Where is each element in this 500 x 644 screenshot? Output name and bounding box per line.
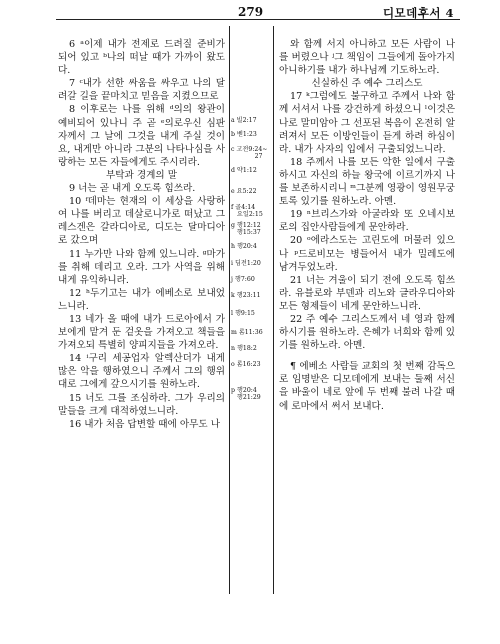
cross-reference: k 행23:11 bbox=[231, 292, 261, 299]
verse: 16 내가 처음 답변할 때에 아무도 나 bbox=[69, 418, 220, 430]
verse: 8 이후로는 나를 위해 ᵈ의의 왕관이 예비되어 있나니 주 곧 ᵉ의로우신 심판자께서 그 날에 그것을 내게 주실 것이요, 내게만 아니라 그분의 나타나심을 사랑하는 모든 자들에게도 주시리라. bbox=[58, 104, 225, 168]
column-divider-left bbox=[229, 26, 230, 594]
cross-reference: h 행20:4 bbox=[231, 243, 257, 250]
section-heading: 신실하신 주 예수 그리스도 bbox=[311, 78, 423, 90]
cross-reference: n 행18:2 bbox=[231, 345, 257, 352]
cross-reference: b 벧1:23 bbox=[231, 131, 257, 138]
verse: 와 함께 서지 아니하고 모든 사람이 나를 버렸으나 ʲ그 책임이 그들에게 돌아가지 아니하기를 내가 하나님께 기도하노라. bbox=[279, 39, 455, 77]
cross-reference: o 롬16:23 bbox=[231, 361, 261, 368]
left-text-column bbox=[58, 38, 225, 431]
verse: 11 누가만 나와 함께 있느니라. ᵍ마가를 취해 데리고 오라. 그가 사역을 위해 내게 유익하니라. bbox=[58, 248, 225, 286]
column-divider-right bbox=[273, 26, 274, 594]
cross-reference: f 골4:14 요일2:15 bbox=[231, 204, 263, 219]
cross-reference: i 딤전1:20 bbox=[231, 260, 261, 267]
section-heading: 부탁과 경계의 말 bbox=[106, 169, 177, 181]
verse: 6 ᵃ이제 내가 전제로 드려질 준비가 되어 있고 ᵇ나의 떠날 때가 가까이 왔도다. bbox=[58, 39, 225, 77]
verse: 18 주께서 나를 모든 악한 일에서 구출하시고 자신의 하늘 왕국에 이르기까지 나를 보존하시리니 ᵐ그분께 영광이 영원무궁토록 있기를 원하노라. 아멘. bbox=[279, 156, 455, 208]
verse: 20 ᵒ에라스도는 고린도에 머물러 있으나 ᵖ드로비모는 병들어서 내가 밀레도에 남겨두었노라. bbox=[279, 235, 455, 273]
cross-reference: d 약1:12 bbox=[231, 167, 257, 174]
cross-reference-column bbox=[231, 0, 271, 644]
verse: 13 네가 올 때에 내가 드로아에서 가보에게 맡겨 둔 겉옷을 가져오고 책들을 가져오되 특별히 양피지들을 가져오라. bbox=[58, 313, 225, 352]
cross-reference: g 행12:12 행15:37 bbox=[231, 222, 261, 237]
verse: 17 ᵏ그럼에도 불구하고 주께서 나와 함께 서셔서 나를 강건하게 하셨으니 ˡ이것은 나로 말미암아 그 선포된 복음이 온전히 알려져서 모든 이방인들이 듣게 하려 하심이라. 내가 사자의 입에서 구출되었느니라. bbox=[279, 91, 455, 155]
postscript-note: ¶ 에베소 사람들 교회의 첫 번째 감독으로 임명받은 디모데에게 보내는 둘째 서신을 바울이 네로 앞에 두 번째 불려 나갈 때에 로마에서 써서 보내다. bbox=[279, 361, 455, 412]
verse: 14 ⁱ구리 세공업자 알렉산더가 내게 많은 악을 행하였으니 주께서 그의 행위대로 그에게 갚으시기를 원하노라. bbox=[58, 353, 225, 391]
verse: 22 주 예수 그리스도께서 네 영과 함께 하시기를 원하노라. 은혜가 너희와 함께 있기를 원하노라. 아멘. bbox=[279, 313, 455, 352]
cross-reference: m 롬11:36 bbox=[231, 329, 263, 336]
cross-reference: a 빌2:17 bbox=[231, 117, 257, 124]
verse: 15 너도 그를 조심하라. 그가 우리의 말들을 크게 대적하였느니라. bbox=[58, 392, 225, 417]
right-text-column bbox=[279, 38, 455, 413]
verse: 7 ᶜ내가 선한 싸움을 싸우고 나의 달려갈 길을 끝마치고 믿음을 지켰으므로 bbox=[58, 78, 225, 103]
cross-reference: p 행20:4 행21:29 bbox=[231, 387, 261, 402]
cross-reference: c 고전9:24~ 27 bbox=[231, 146, 268, 161]
cross-reference: e 요5:22 bbox=[231, 188, 257, 195]
verse: 9 너는 곧 내게 오도록 힘쓰라. bbox=[69, 183, 196, 195]
verse: 19 ⁿ브리스가와 아굴라와 또 오네시보로의 집안사람들에게 문안하라. bbox=[279, 209, 455, 234]
cross-reference: l 행9:15 bbox=[231, 310, 255, 317]
verse: 12 ʰ두기고는 내가 에베소로 보내었느니라. bbox=[58, 287, 225, 312]
verse: 21 너는 겨울이 되기 전에 오도록 힘쓰라. 유블로와 부덴과 리노와 글라우디아와 모든 형제들이 네게 문안하느니라. bbox=[279, 274, 455, 312]
cross-reference: j 행7:60 bbox=[231, 276, 255, 283]
page-number: 279 bbox=[238, 5, 264, 19]
book-chapter-title: 디모데후서 4 bbox=[382, 6, 454, 20]
verse: 10 ᶠ데마는 현재의 이 세상을 사랑하여 나를 버리고 데살로니가로 떠났고 그레스겐은 갈라디아로, 디도는 달마디아로 갔으며 bbox=[58, 196, 225, 247]
